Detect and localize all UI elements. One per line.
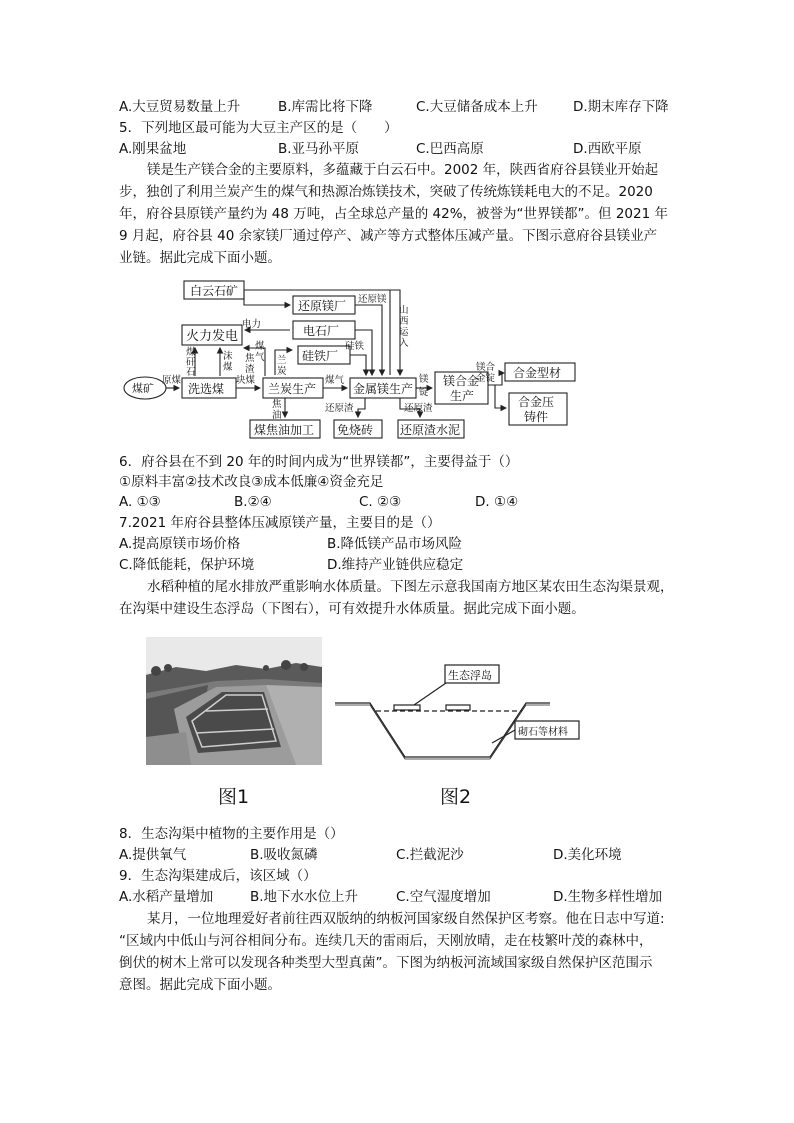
q5-stem: 5．下列地区最可能为大豆主产区的是（ ） [119, 120, 398, 136]
q4-option-b: B.库需比将下降 [278, 99, 373, 115]
semi-coke-v-label-1: 兰 [277, 355, 287, 366]
passage-forest-line-3: 倒伏的树木上常可以发现各种类型大型真菌”。下图为纳板河流域国家级自然保护区范围示 [119, 955, 653, 971]
semi-coke-v-label-2: 炭 [277, 366, 287, 377]
passage-mg-line-2: 步，独创了利用兰炭产生的煤气和热源冶炼镁技术，突破了传统炼镁耗电大的不足。2020 [119, 184, 653, 200]
q6-option-b: B.②④ [234, 494, 272, 510]
ingot-label-1: 镁 [419, 374, 429, 385]
ingot-label-2: 锭 [419, 387, 429, 398]
ferrosilicon-label: 硅铁厂 [302, 349, 339, 363]
passage-magnesium [119, 159, 679, 269]
passage-forest-line-1: 某月，一位地理爱好者前往西双版纳的纳板河国家级自然保护区考察。他在日志中写道: [147, 911, 665, 927]
slurry-label-2: 煤 [223, 362, 233, 373]
magnesium-industry-chain-diagram [120, 275, 590, 445]
shanxi-label-4: 入 [399, 338, 409, 349]
die-cast-label-2: 铸件 [524, 410, 549, 424]
q5-option-b: B.亚马孙平原 [278, 141, 360, 157]
q9-option-b: B.地下水水位上升 [250, 889, 359, 905]
eco-island-label: 生态浮岛 [448, 669, 492, 682]
q8-option-b: B.吸收氮磷 [250, 847, 318, 863]
alloy-profile-label: 合金型材 [513, 366, 562, 380]
shanxi-label-2: 西 [399, 316, 409, 327]
q6-option-c: C. ②③ [359, 494, 402, 510]
gas-label-2: 气 [255, 352, 265, 363]
coal-mine-label: 煤矿 [132, 382, 154, 395]
passage-forest-line-2: “区域内中低山与河谷相间分布。连续几天的雷雨后，天刚放晴，走在枝繁叶茂的森林中， [119, 933, 653, 949]
passage-rice [119, 576, 679, 620]
masonry-label: 砌石等材料 [518, 727, 568, 738]
q8-option-c: C.拦截泥沙 [396, 847, 464, 863]
q8-stem: 8．生态沟渠中植物的主要作用是（） [119, 826, 344, 842]
slag2-label: 还原渣 [404, 403, 433, 414]
q5-option-d: D.西欧平原 [573, 141, 642, 157]
brick-label: 免烧砖 [337, 423, 374, 437]
alloy-ingot-label-1: 镁合 [476, 362, 496, 373]
tar-v-label-1: 焦 [272, 399, 282, 410]
mg-metal-label: 金属镁生产 [353, 382, 414, 396]
figure1-caption: 图1 [218, 786, 250, 808]
slag1-label: 还原渣 [325, 403, 354, 414]
shanxi-label-1: 山 [399, 305, 409, 316]
alloy-ingot-label-2: 金锭 [476, 373, 496, 384]
mg-alloy-label-1: 镁合金 [443, 374, 480, 388]
q9-stem: 9．生态沟渠建成后，该区域（） [119, 868, 317, 884]
coal-gangue-label-2: 矸 [186, 357, 196, 368]
passage-mg-line-5: 业链。据此完成下面小题。 [119, 250, 281, 266]
q5-option-a: A.刚果盆地 [119, 141, 187, 157]
q9-option-c: C.空气湿度增加 [396, 889, 491, 905]
shanxi-label-3: 运 [399, 327, 409, 338]
coal-wash-label: 洗选煤 [188, 382, 225, 396]
gas-label-1: 煤 [255, 341, 265, 352]
q7-option-d: D.维持产业链供应稳定 [327, 557, 464, 573]
passage-rice-line-1: 水稻种植的尾水排放严重影响水体质量。下图左示意我国南方地区某农田生态沟渠景观， [147, 579, 674, 595]
passage-forest-line-4: 意图。据此完成下面小题。 [119, 977, 281, 993]
thermal-label: 火力发电 [186, 329, 239, 344]
figure2-caption: 图2 [440, 786, 472, 808]
tar-label: 煤焦油加工 [254, 423, 315, 437]
passage-forest [119, 908, 679, 996]
reduction-mg-label: 还原镁厂 [298, 299, 347, 313]
cement-label: 还原渣水泥 [400, 423, 461, 437]
figure2-cross-section [330, 655, 590, 767]
reduced-mg-label: 还原镁 [358, 294, 387, 305]
q9-option-d: D.生物多样性增加 [553, 889, 663, 905]
slurry-label-1: 沫 [223, 351, 233, 362]
tar-v-label-2: 油 [272, 410, 282, 421]
coal-gangue-label-3: 石 [186, 367, 196, 378]
coke-slag-label-2: 渣 [245, 364, 255, 375]
q8-option-d: D.美化环境 [553, 847, 622, 863]
coke-slag-label-1: 焦 [245, 353, 255, 364]
fesi-label: 硅铁 [345, 341, 365, 352]
lump-coal-label: 块煤 [236, 375, 256, 386]
gas2-label: 煤气 [325, 375, 345, 386]
power-label: 电力 [242, 319, 262, 330]
q6-choices: ①原料丰富②技术改良③成本低廉④资金充足 [119, 474, 384, 490]
coal-gangue-label-1: 煤 [186, 347, 196, 358]
semi-coke-label: 兰炭生产 [268, 382, 317, 396]
q7-option-c: C.降低能耗，保护环境 [119, 557, 255, 573]
q6-stem: 6．府谷县在不到 20 年的时间内成为“世界镁都”，主要得益于（） [119, 454, 519, 470]
passage-rice-line-2: 在沟渠中建设生态浮岛（下图右），可有效提升水体质量。据此完成下面小题。 [119, 601, 585, 617]
raw-coal-label: 原煤 [162, 375, 182, 386]
q9-option-a: A.水稻产量增加 [119, 889, 214, 905]
q7-option-b: B.降低镁产品市场风险 [327, 536, 463, 552]
figure1-photo-ditch [146, 637, 322, 765]
passage-mg-line-4: 9 月起，府谷县 40 余家镁厂通过停产、减产等方式整体压减产量。下图示意府谷县镁业产 [119, 228, 658, 244]
q6-option-d: D. ①④ [475, 494, 519, 510]
q4-option-d: D.期末库存下降 [573, 99, 669, 115]
q4-option-c: C.大豆储备成本上升 [416, 99, 538, 115]
q7-stem: 7.2021 年府谷县整体压减原镁产量，主要目的是（） [119, 515, 441, 531]
passage-mg-line-1: 镁是生产镁合金的主要原料，多蕴藏于白云石中。2002 年，陕西省府谷县镁业开始起 [147, 162, 659, 178]
carbide-label: 电石厂 [303, 324, 340, 338]
die-cast-label-1: 合金压 [518, 395, 555, 409]
q8-option-a: A.提供氧气 [119, 847, 187, 863]
passage-mg-line-3: 年，府谷县原镁产量约为 48 万吨，占全球总产量的 42%，被誉为“世界镁都”。但 2021 年 [119, 206, 668, 222]
q4-option-a: A.大豆贸易数量上升 [119, 99, 241, 115]
q5-option-c: C.巴西高原 [416, 141, 484, 157]
q6-option-a: A. ①③ [119, 494, 161, 510]
dolomite-label: 白云石矿 [190, 284, 239, 298]
q7-option-a: A.提高原镁市场价格 [119, 536, 241, 552]
mg-alloy-label-2: 生产 [450, 389, 475, 403]
